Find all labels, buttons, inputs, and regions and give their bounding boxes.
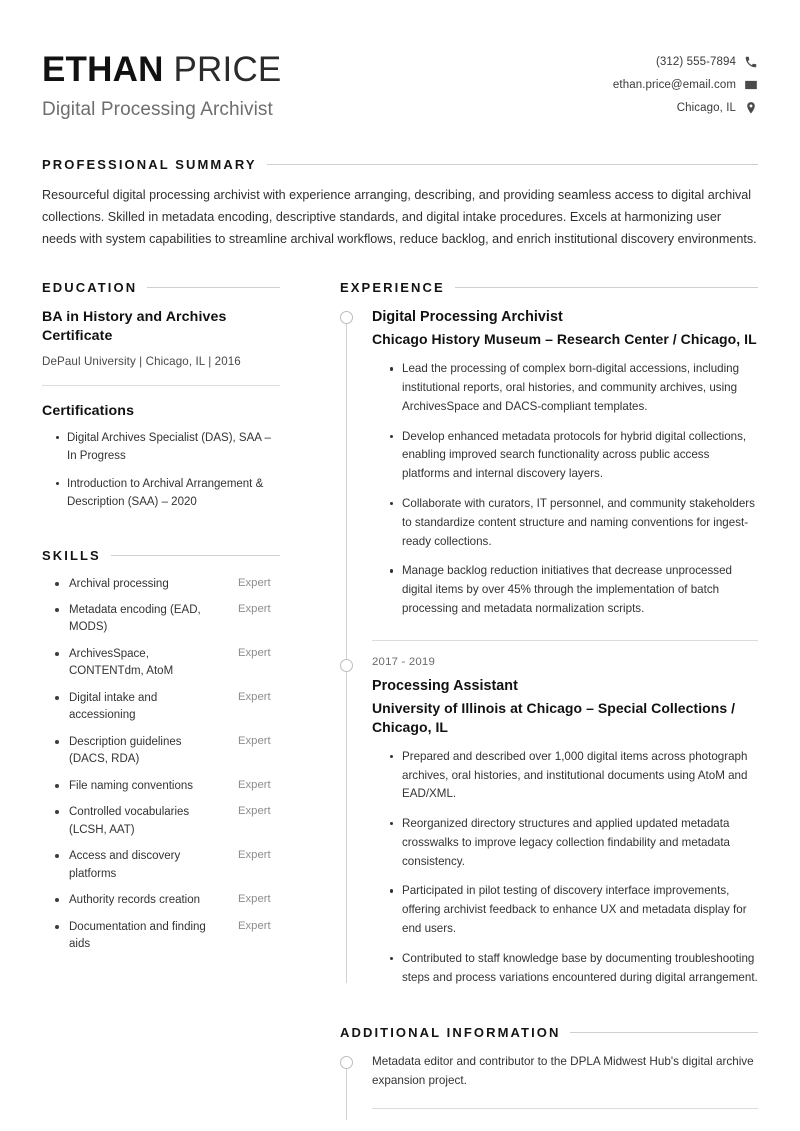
bullet-icon (55, 582, 59, 586)
skills-heading-rule (111, 555, 280, 556)
contact-block (613, 48, 758, 115)
list-item: Develop enhanced metadata protocols for hybrid digital collections, enabling improved search functionality across public access platforms and internal discovery layers. (390, 428, 758, 484)
list-item: Reorganized directory structures and applied updated metadata crosswalks to improve legacy collection findability and metadata consistency. (390, 815, 758, 871)
experience-role: Digital Processing Archivist (372, 309, 563, 326)
skill-entry (42, 892, 230, 909)
timeline-marker-icon (340, 311, 353, 324)
timeline-marker-icon (340, 659, 353, 672)
bullet-icon (55, 652, 59, 656)
skill-entry (42, 646, 230, 681)
last-name: PRICE (173, 50, 282, 89)
skills-list (42, 576, 280, 954)
education-heading: EDUCATION (42, 280, 138, 296)
experience-bullets (372, 360, 758, 618)
contact-email[interactable] (613, 78, 758, 92)
bullet-icon (55, 608, 59, 612)
skill-name: Metadata encoding (EAD, MODS) (69, 604, 201, 634)
experience-heading: EXPERIENCE (340, 280, 445, 296)
experience-timeline (340, 308, 758, 991)
education-section (42, 280, 280, 511)
experience-entry (372, 656, 758, 992)
summary-section-header (42, 157, 758, 172)
skills-section-header (42, 548, 280, 563)
skill-name: ArchivesSpace, CONTENTdm, AtoM (69, 647, 174, 678)
list-item: Manage backlog reduction initiatives that decrease unprocessed digital items by over 45% through the implementation of batch processing and metadata normalization scripts. (390, 562, 758, 618)
bullet-icon (55, 854, 59, 858)
skill-name: Digital intake and accessioning (69, 691, 158, 722)
education-entry (42, 308, 280, 368)
experience-date: 2017 - 2019 (372, 655, 436, 668)
list-item (42, 804, 280, 839)
identity-block (42, 48, 281, 121)
skill-level: Expert (238, 805, 271, 818)
skill-entry (42, 602, 230, 637)
list-item: Lead the processing of complex born-digital accessions, including institutional reports, oral histories, and community archives, using ArchivesSpace and DACS-compliant templates. (390, 360, 758, 416)
list-item: Prepared and described over 1,000 digital items across photograph archives, oral histories, and institutional documents using AtoM and EAD/XML. (390, 748, 758, 804)
location-icon (744, 101, 758, 115)
skill-entry (42, 690, 230, 725)
additional-heading-rule (570, 1032, 758, 1033)
skills-heading: SKILLS (42, 547, 101, 563)
skill-level: Expert (238, 576, 271, 589)
additional-heading: ADDITIONAL INFORMATION (340, 1025, 561, 1041)
additional-timeline (340, 1053, 758, 1128)
list-item (42, 919, 280, 954)
list-item (42, 892, 280, 909)
education-divider (42, 385, 280, 386)
skill-entry (42, 919, 230, 954)
additional-entry (372, 1053, 758, 1128)
job-title: Digital Processing Archivist (42, 99, 273, 121)
bullet-icon (55, 810, 59, 814)
skill-name: Documentation and finding aids (69, 920, 206, 951)
skill-level: Expert (238, 646, 271, 659)
contact-email-value: ethan.price@email.com (612, 79, 736, 91)
experience-entry (372, 308, 758, 623)
certifications-block (42, 403, 280, 512)
experience-organization: University of Illinois at Chicago – Special Collections / Chicago, IL (372, 700, 736, 735)
experience-bullets (372, 748, 758, 988)
list-item (42, 646, 280, 681)
list-item (42, 690, 280, 725)
skill-level: Expert (238, 690, 271, 703)
list-item (42, 734, 280, 769)
certifications-list (42, 429, 280, 512)
left-column (42, 280, 290, 962)
timeline-marker-icon (340, 1056, 353, 1069)
list-item (42, 778, 280, 795)
experience-section-header (340, 280, 758, 295)
summary-heading: PROFESSIONAL SUMMARY (42, 157, 257, 173)
list-item: Contributed to staff knowledge base by documenting troubleshooting steps and process variations encountered during digital arrangement. (390, 950, 758, 988)
contact-location-value: Chicago, IL (676, 102, 736, 114)
skill-name: Access and discovery platforms (69, 850, 181, 880)
additional-information-section (340, 1025, 758, 1128)
bullet-icon (55, 784, 59, 788)
list-item (42, 602, 280, 637)
bullet-icon (55, 898, 59, 902)
experience-section (340, 280, 758, 991)
additional-section-header (340, 1025, 758, 1040)
experience-divider (372, 640, 758, 641)
education-section-header (42, 280, 280, 295)
skill-name: Description guidelines (DACS, RDA) (69, 735, 182, 766)
skill-level: Expert (238, 893, 271, 906)
skill-level: Expert (238, 919, 271, 932)
experience-heading-rule (455, 287, 758, 288)
list-item (42, 576, 280, 593)
skill-name: File naming conventions (69, 779, 194, 792)
bullet-icon (55, 925, 59, 929)
right-column (290, 280, 758, 1128)
page-title (42, 50, 281, 89)
summary-heading-rule (267, 164, 758, 165)
skill-level: Expert (238, 734, 271, 747)
skills-section (42, 548, 280, 954)
experience-organization: Chicago History Museum – Research Center / Chicago, IL (372, 331, 757, 348)
phone-icon (744, 55, 758, 69)
skill-entry (42, 804, 230, 839)
bullet-icon (55, 740, 59, 744)
list-item: Introduction to Archival Arrangement & Description (SAA) – 2020 (56, 475, 280, 511)
skill-level: Expert (238, 778, 271, 791)
education-meta: DePaul University | Chicago, IL | 2016 (42, 354, 241, 368)
contact-phone[interactable] (656, 55, 758, 69)
education-degree: BA in History and Archives Certificate (42, 309, 227, 345)
email-icon (744, 78, 758, 92)
skill-entry (42, 848, 230, 883)
skill-entry (42, 576, 230, 593)
experience-role: Processing Assistant (372, 677, 518, 694)
education-heading-rule (147, 287, 280, 288)
skill-name: Controlled vocabularies (LCSH, AAT) (69, 806, 190, 836)
skill-entry (42, 734, 230, 769)
body-columns (42, 280, 758, 1128)
contact-location[interactable] (677, 101, 758, 115)
resume-header (42, 40, 758, 121)
skill-name: Authority records creation (69, 894, 201, 907)
summary-text: Resourceful digital processing archivist with experience arranging, describing, and providing seamless access to digital archival collections. Skilled in metadata encoding, descriptive standards, and digital intake procedures. Excels at harmonizing user needs with system capabilities to streamline archival workflows, reduce backlog, and enrich institutional discovery environments. (42, 188, 757, 246)
list-item: Digital Archives Specialist (DAS), SAA – In Progress (56, 429, 280, 465)
additional-note: Metadata editor and contributor to the DPLA Midwest Hub's digital archive expansion project. (372, 1055, 754, 1088)
list-item: Collaborate with curators, IT personnel, and community stakeholders to standardize content structure and naming conventions for ingest-ready collections. (390, 495, 758, 551)
bullet-icon (55, 696, 59, 700)
certifications-heading: Certifications (42, 402, 135, 419)
skill-level: Expert (238, 849, 271, 862)
list-item: Participated in pilot testing of discovery interface improvements, offering archivist feedback to enhance UX and metadata display for end users. (390, 882, 758, 938)
skill-entry (42, 778, 230, 795)
skill-level: Expert (238, 603, 271, 615)
list-item (42, 848, 280, 883)
professional-summary-section (42, 157, 758, 250)
additional-divider (372, 1108, 758, 1109)
contact-phone-value: (312) 555-7894 (655, 56, 736, 68)
first-name: ETHAN (42, 50, 164, 89)
skill-name: Archival processing (69, 577, 169, 590)
